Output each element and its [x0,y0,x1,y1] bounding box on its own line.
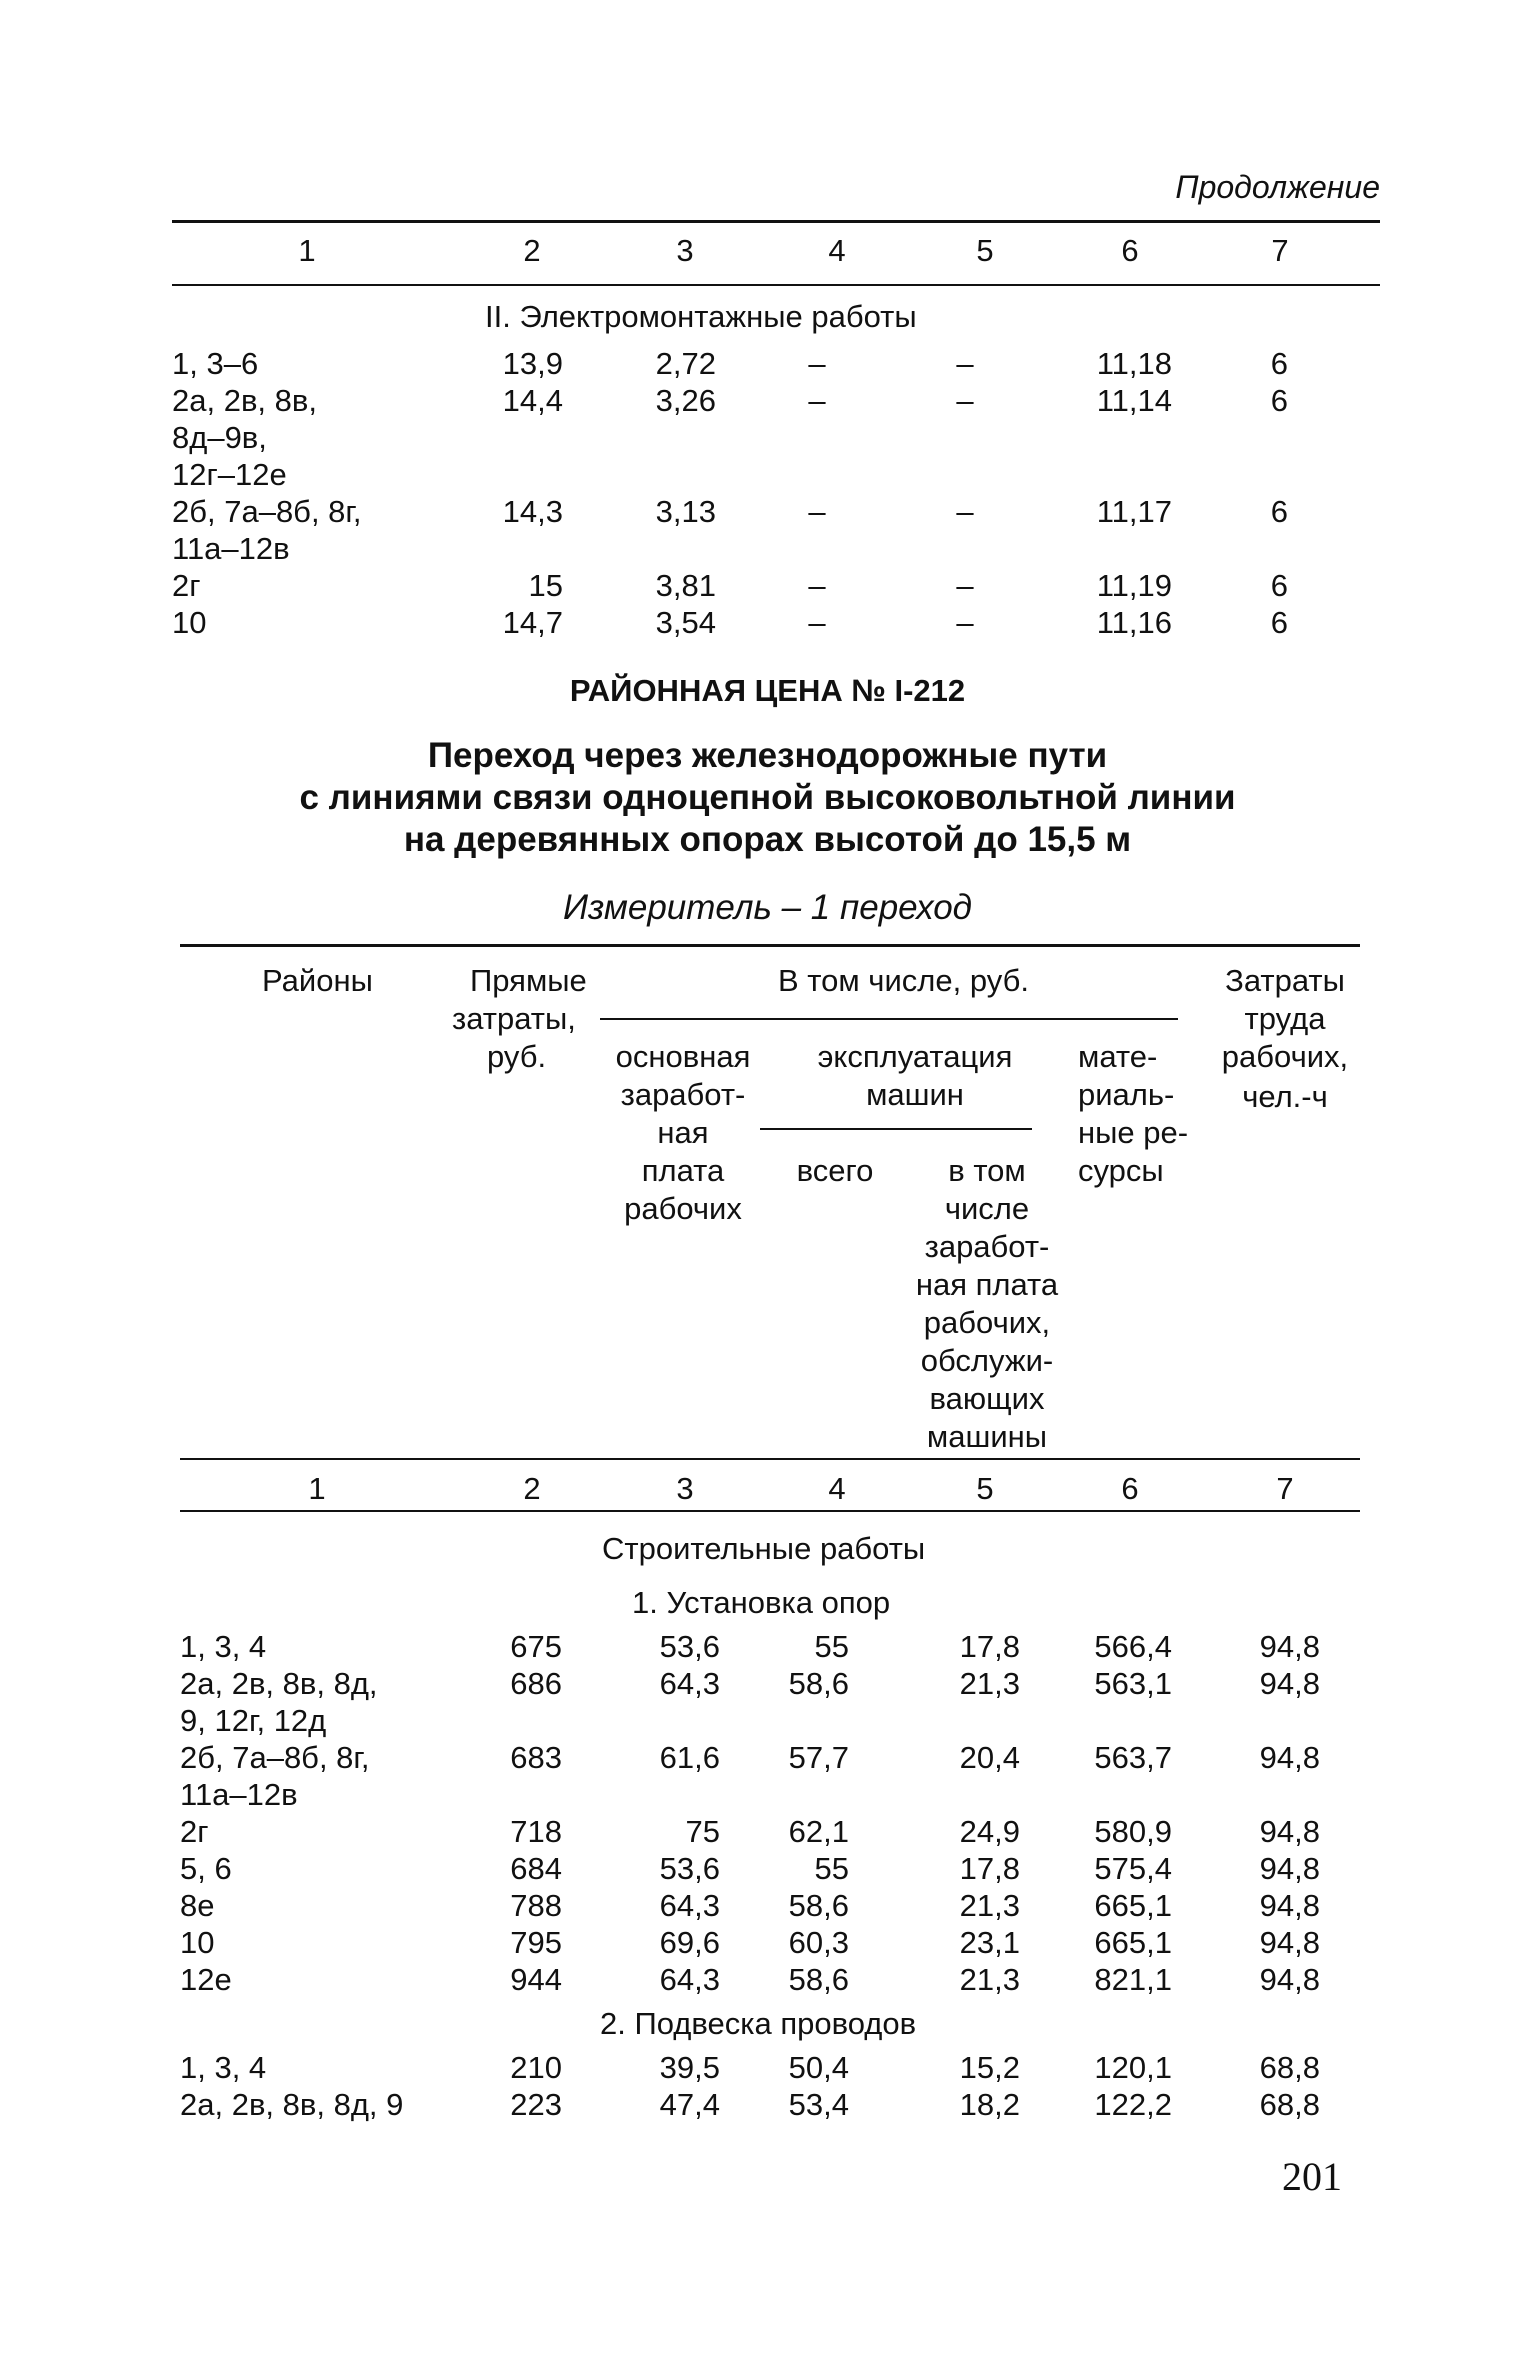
unit-label: Измеритель – 1 переход [562,888,973,927]
column-number: 2 [523,233,541,268]
table-cell: 9, 12г, 12д [180,1703,327,1738]
header-including-rule [600,1018,1178,1020]
column-number: 6 [1121,1471,1139,1506]
table-cell: 53,4 [788,2087,849,2122]
table-cell: 20,4 [959,1740,1020,1775]
header-wage-5: рабочих [624,1191,742,1226]
header-materials-4: сурсы [1078,1153,1164,1188]
table-cell: 6 [1270,605,1288,640]
header-wage-3: ная [657,1115,709,1150]
table-cell: 223 [510,2087,562,2122]
table-cell: 8е [180,1888,215,1923]
table-cell: 795 [510,1925,562,1960]
table-cell: 3,54 [655,605,716,640]
column-number: 1 [308,1471,326,1506]
table-cell: 64,3 [659,1666,720,1701]
table-cell: 94,8 [1259,1888,1320,1923]
table-cell: 120,1 [1094,2050,1172,2085]
table-cell: 61,6 [659,1740,720,1775]
table-cell: 3,13 [655,494,716,529]
table-cell: 10 [180,1925,215,1960]
table-cell: 47,4 [659,2087,720,2122]
table-1-top-rule [172,220,1380,223]
table-cell: 1, 3, 4 [180,2050,267,2085]
table-cell: 684 [510,1851,562,1886]
header-exploitation-1: эксплуатация [817,1039,1013,1074]
header-regions: Районы [262,963,373,998]
table-cell: 2г [172,568,201,603]
table-cell: 55 [814,1851,849,1886]
table-cell: 15 [528,568,563,603]
table-cell: 686 [510,1666,562,1701]
table-cell: 13,9 [502,346,563,381]
table-cell: – [956,568,974,603]
column-number: 2 [523,1471,541,1506]
header-labor-3: рабочих, [1221,1039,1349,1074]
table-cell: 944 [510,1962,562,1997]
table-cell: 683 [510,1740,562,1775]
table-cell: – [956,383,974,418]
table-cell: 3,26 [655,383,716,418]
table-cell: 57,7 [788,1740,849,1775]
column-number: 5 [976,233,994,268]
table-cell: 11а–12в [172,531,290,566]
table-cell: 55 [814,1629,849,1664]
table-cell: 15,2 [959,2050,1020,2085]
header-direct-2: затраты, [452,1001,576,1036]
table-cell: 580,9 [1094,1814,1172,1849]
table-cell: 1, 3–6 [172,346,259,381]
column-number: 6 [1121,233,1139,268]
table-cell: 821,1 [1094,1962,1172,1997]
table-cell: 5, 6 [180,1851,232,1886]
title-line-2: с линиями связи одноцепной высоковольтной линии [299,778,1236,817]
table-cell: 2а, 2в, 8в, 8д, [180,1666,378,1701]
title-line-3: на деревянных опорах высотой до 15,5 м [403,820,1132,859]
table-cell: 14,4 [502,383,563,418]
table-cell: 21,3 [959,1888,1020,1923]
header-labor-2: труда [1244,1001,1326,1036]
table-cell: 6 [1270,383,1288,418]
header-materials-1: мате- [1078,1039,1158,1074]
table-2-section-title: Строительные работы [602,1531,926,1566]
table-cell: 2г [180,1814,209,1849]
header-exploitation-2: машин [866,1077,964,1112]
price-heading: РАЙОННАЯ ЦЕНА № I-212 [569,673,966,708]
table-cell: 60,3 [788,1925,849,1960]
table-cell: 75 [685,1814,720,1849]
table-cell: – [956,346,974,381]
table-cell: 1, 3, 4 [180,1629,267,1664]
column-number: 7 [1271,233,1289,268]
table-cell: 2,72 [655,346,716,381]
table-cell: 17,8 [959,1629,1020,1664]
header-incl-wage-7: вающих [929,1381,1045,1416]
table-cell: 6 [1270,568,1288,603]
table-cell: 11,19 [1096,568,1172,603]
table-cell: 94,8 [1259,1814,1320,1849]
header-incl-wage-3: заработ- [924,1229,1050,1264]
table-cell: 3,81 [655,568,716,603]
table-cell: 94,8 [1259,1851,1320,1886]
table-cell: 94,8 [1259,1740,1320,1775]
header-labor-4: чел.-ч [1242,1079,1328,1114]
table-cell: 94,8 [1259,1962,1320,1997]
table-cell: 675 [510,1629,562,1664]
table-cell: 563,1 [1094,1666,1172,1701]
table-cell: 11,18 [1096,346,1172,381]
table-cell: 18,2 [959,2087,1020,2122]
table-cell: 2а, 2в, 8в, [172,383,317,418]
header-wage-1: основная [615,1039,751,1074]
table-cell: 58,6 [788,1666,849,1701]
table-cell: – [956,605,974,640]
table-cell: 14,7 [502,605,563,640]
table-cell: 68,8 [1259,2087,1320,2122]
table-cell: 11,14 [1096,383,1172,418]
table-cell: – [956,494,974,529]
header-incl-wage-8: машины [926,1419,1048,1454]
table-cell: 575,4 [1094,1851,1172,1886]
column-number: 3 [676,233,694,268]
table-cell: 12г–12е [172,457,287,492]
column-number: 1 [298,233,316,268]
subsection-2-title: 2. Подвеска проводов [600,2006,917,2041]
header-incl-wage-4: ная плата [915,1267,1059,1302]
header-total: всего [796,1153,874,1188]
table-cell: 58,6 [788,1962,849,1997]
table-cell: 566,4 [1094,1629,1172,1664]
header-materials-3: ные ре- [1078,1115,1189,1150]
table-cell: 58,6 [788,1888,849,1923]
table-cell: 12е [180,1962,232,1997]
table-2-top-rule [180,944,1360,947]
table-cell: – [808,568,826,603]
column-number: 5 [976,1471,994,1506]
header-exploitation-rule [760,1128,1032,1130]
column-number: 4 [828,1471,846,1506]
table-cell: 53,6 [659,1629,720,1664]
header-including: В том числе, руб. [778,963,1029,998]
table-cell: 122,2 [1094,2087,1172,2122]
table-cell: – [808,346,826,381]
header-materials-2: риаль- [1078,1077,1175,1112]
table-1-header-rule [172,284,1380,286]
table-cell: 23,1 [959,1925,1020,1960]
header-incl-wage-1: в том [948,1153,1026,1188]
table-cell: 69,6 [659,1925,720,1960]
table-cell: – [808,494,826,529]
table-cell: 665,1 [1094,1925,1172,1960]
table-cell: 21,3 [959,1962,1020,1997]
table-cell: 6 [1270,346,1288,381]
table-cell: 788 [510,1888,562,1923]
table-cell: 68,8 [1259,2050,1320,2085]
title-line-1: Переход через железнодорожные пути [427,736,1108,775]
table-cell: 665,1 [1094,1888,1172,1923]
table-cell: 50,4 [788,2050,849,2085]
column-number: 7 [1276,1471,1294,1506]
table-cell: 11а–12в [180,1777,298,1812]
header-incl-wage-5: рабочих, [923,1305,1051,1340]
column-number: 3 [676,1471,694,1506]
table-cell: – [808,383,826,418]
table-cell: 62,1 [788,1814,849,1849]
table-cell: 94,8 [1259,1925,1320,1960]
table-cell: 64,3 [659,1888,720,1923]
header-wage-2: заработ- [620,1077,746,1112]
table-cell: 17,8 [959,1851,1020,1886]
continuation-label: Продолжение [1175,169,1380,205]
table-cell: 64,3 [659,1962,720,1997]
table-cell: 24,9 [959,1814,1020,1849]
table-cell: 2а, 2в, 8в, 8д, 9 [180,2087,404,2122]
table-cell: 11,17 [1096,494,1172,529]
table-2-numbers-rule [180,1510,1360,1512]
table-cell: 21,3 [959,1666,1020,1701]
header-labor-1: Затраты [1225,963,1345,998]
header-incl-wage-2: числе [944,1191,1030,1226]
page-number: 201 [1282,2154,1342,2199]
table-cell: 10 [172,605,207,640]
header-incl-wage-6: обслужи- [920,1343,1054,1378]
table-cell: 718 [510,1814,562,1849]
table-cell: 94,8 [1259,1666,1320,1701]
table-cell: – [808,605,826,640]
header-direct-3: руб. [487,1039,547,1074]
table-cell: 210 [510,2050,562,2085]
table-cell: 53,6 [659,1851,720,1886]
header-direct-1: Прямые [470,963,587,998]
table-2-header-rule [180,1458,1360,1460]
table-cell: 14,3 [502,494,563,529]
column-number: 4 [828,233,846,268]
table-cell: 2б, 7а–8б, 8г, [172,494,362,529]
table-cell: 94,8 [1259,1629,1320,1664]
table-cell: 6 [1270,494,1288,529]
table-cell: 2б, 7а–8б, 8г, [180,1740,370,1775]
table-cell: 11,16 [1096,605,1172,640]
table-1-section-title: II. Электромонтажные работы [485,299,917,334]
subsection-1-title: 1. Установка опор [632,1585,891,1620]
table-cell: 563,7 [1094,1740,1172,1775]
table-cell: 39,5 [659,2050,720,2085]
header-wage-4: плата [641,1153,725,1188]
table-cell: 8д–9в, [172,420,267,455]
